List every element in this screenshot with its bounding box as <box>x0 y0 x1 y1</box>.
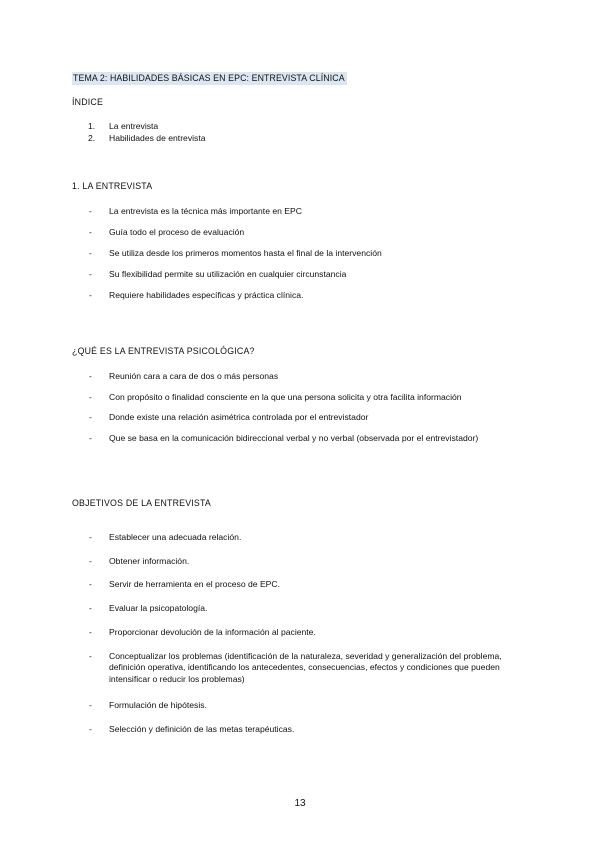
list-item <box>89 556 189 566</box>
bullet-dash: - <box>89 206 92 216</box>
section-heading-que-es: ¿QUÉ ES LA ENTREVISTA PSICOLÓGICA? <box>72 346 255 356</box>
list-item-text: Formulación de hipótesis. <box>109 700 207 710</box>
list-item-text: Proporcionar devolución de la información al paciente. <box>109 627 316 637</box>
bullet-dash: - <box>89 603 92 613</box>
index-item-text: La entrevista <box>109 121 159 131</box>
bullet-dash: - <box>89 290 92 300</box>
page-number: 13 <box>294 798 306 809</box>
bullet-dash: - <box>89 651 92 661</box>
section-heading-entrevista: 1. LA ENTREVISTA <box>72 181 153 191</box>
list-item-text: Que se basa en la comunicación bidireccional verbal y no verbal (observada por el entrevistador) <box>109 433 479 443</box>
list-item-text: Selección y definición de las metas terapéuticas. <box>109 724 295 734</box>
bullet-dash: - <box>89 371 92 381</box>
list-item <box>89 627 316 637</box>
list-item <box>89 227 244 237</box>
list-item-text: Obtener información. <box>109 556 190 566</box>
bullet-dash: - <box>89 412 92 422</box>
bullet-dash: - <box>89 248 92 258</box>
index-item-number: 1. <box>88 121 96 131</box>
list-item <box>89 206 302 216</box>
list-item-text: Con propósito o finalidad consciente en la que una persona solicita y otra facilita información <box>109 392 462 402</box>
list-item-text: La entrevista es la técnica más importante en EPC <box>109 206 302 216</box>
list-item-text: Servir de herramienta en el proceso de EPC. <box>109 579 281 589</box>
bullet-dash: - <box>89 724 92 734</box>
bullet-dash: - <box>89 700 92 710</box>
list-item-text: Evaluar la psicopatología. <box>109 603 208 613</box>
list-item-text: Reunión cara a cara de dos o más personas <box>109 371 279 381</box>
bullet-dash: - <box>89 433 92 443</box>
document-title: TEMA 2: HABILIDADES BÁSICAS EN EPC: ENTREVISTA CLÍNICA <box>73 73 345 83</box>
list-item <box>89 532 241 542</box>
list-item <box>89 392 462 402</box>
list-item <box>89 269 346 279</box>
bullet-dash: - <box>89 556 92 566</box>
index-item <box>88 121 158 131</box>
bullet-dash: - <box>89 269 92 279</box>
list-item-text: Donde existe una relación asimétrica controlada por el entrevistador <box>109 412 369 422</box>
list-item <box>89 433 478 443</box>
list-item-text: Su flexibilidad permite su utilización en cualquier circunstancia <box>109 269 347 279</box>
section-heading-objetivos: OBJETIVOS DE LA ENTREVISTA <box>72 498 211 508</box>
list-item-text: Guía todo el proceso de evaluación <box>109 227 245 237</box>
bullet-dash: - <box>89 227 92 237</box>
index-item-text: Habilidades de entrevista <box>109 133 206 143</box>
bullet-dash: - <box>89 627 92 637</box>
list-item-text: Conceptualizar los problemas (identificación de la naturaleza, severidad y generalización del problema, definición operativa, identificando los antecedentes, consecuencias, efectos y condiciones que pueden intensificar o reducir los problemas) <box>109 650 502 684</box>
index-item-number: 2. <box>88 133 96 143</box>
list-item <box>89 579 280 589</box>
list-item <box>89 603 207 613</box>
index-item <box>88 133 206 143</box>
list-item <box>89 248 382 258</box>
bullet-dash: - <box>89 532 92 542</box>
list-item-text: Establecer una adecuada relación. <box>109 532 242 542</box>
index-heading: ÍNDICE <box>72 97 104 107</box>
list-item-text: Se utiliza desde los primeros momentos hasta el final de la intervención <box>109 248 382 258</box>
list-item <box>89 371 278 381</box>
bullet-dash: - <box>89 579 92 589</box>
list-item <box>89 724 294 734</box>
list-item <box>89 651 519 685</box>
list-item <box>89 290 303 300</box>
bullet-dash: - <box>89 392 92 402</box>
list-item <box>89 412 368 422</box>
list-item <box>89 700 207 710</box>
list-item-text: Requiere habilidades específicas y práctica clínica. <box>109 290 304 300</box>
